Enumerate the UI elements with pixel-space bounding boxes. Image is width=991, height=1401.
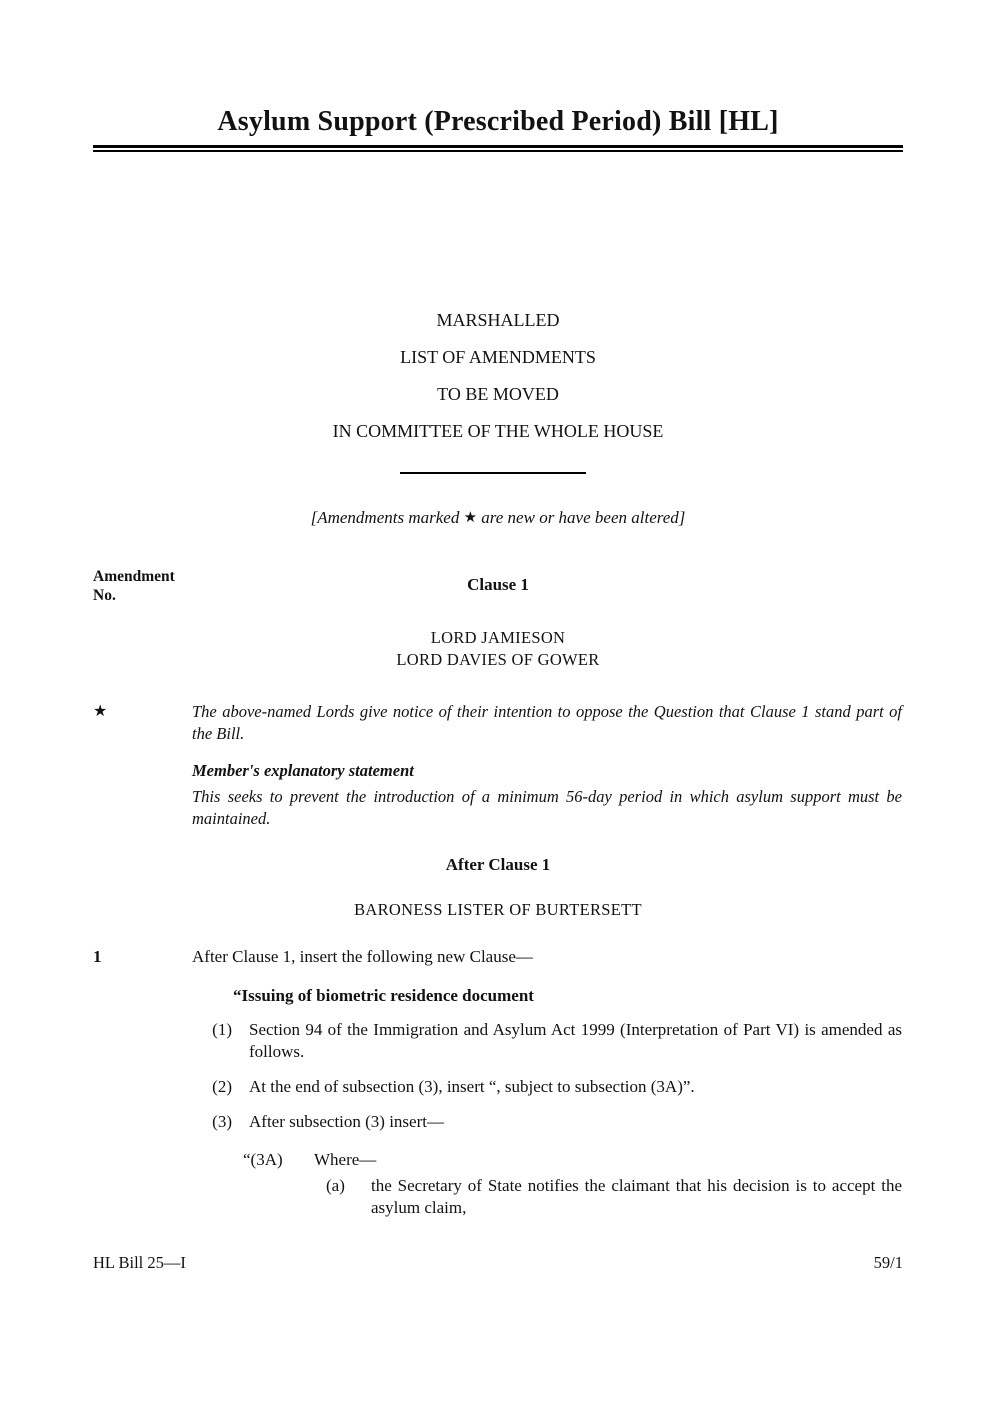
masthead: [93, 302, 903, 450]
masthead-line-1: MARSHALLED: [436, 310, 560, 330]
new-clause-title: “Issuing of biometric residence document: [233, 986, 534, 1005]
amendment-col-header-line1: Amendment: [93, 568, 175, 585]
subsection-text: At the end of subsection (3), insert “, subject to subsection (3A)”.: [249, 1077, 695, 1096]
clause1-sponsors: [93, 627, 903, 670]
page-content: [93, 0, 903, 1401]
masthead-line-4: IN COMMITTEE OF THE WHOLE HOUSE: [332, 421, 664, 441]
clause1-heading: Clause 1: [467, 575, 529, 594]
subsection-3: [192, 1111, 902, 1133]
masthead-line-2: LIST OF AMENDMENTS: [400, 347, 596, 367]
inserted-subsection-marker: “(3A): [243, 1150, 283, 1169]
subsection-1: [192, 1019, 902, 1063]
subsections: [192, 1019, 902, 1133]
inserted-subsection-intro: Where—: [314, 1150, 377, 1169]
sponsor-name: BARONESS LISTER OF BURTERSETT: [354, 900, 642, 919]
explanatory-statement: [93, 760, 903, 830]
subsection-marker: (3): [212, 1112, 232, 1131]
subsection-text: Section 94 of the Immigration and Asylum Act 1999 (Interpretation of Part VI) is amended as follows.: [249, 1020, 902, 1061]
sponsor-name: LORD JAMIESON: [430, 628, 566, 647]
subsection-marker: (2): [212, 1077, 232, 1096]
new-amendment-star-icon: ★: [463, 510, 478, 526]
section-divider-rule: [400, 472, 586, 474]
amendment-col-header-line2: No.: [93, 587, 116, 604]
marking-notice: [93, 508, 903, 528]
subsection-2: [192, 1076, 902, 1098]
new-amendment-star-icon: ★: [93, 703, 108, 720]
page-footer: [93, 1253, 903, 1273]
footer-page-number: 59/1: [873, 1253, 903, 1272]
marking-notice-prefix: [Amendments marked: [310, 508, 464, 527]
sponsor-name: LORD DAVIES OF GOWER: [396, 649, 600, 669]
title-block: [93, 103, 903, 152]
paragraph-a: [326, 1175, 902, 1219]
amendment-1: [93, 946, 903, 1219]
subsection-marker: (1): [212, 1020, 232, 1039]
amendment-number: 1: [93, 947, 102, 966]
amendment-1-body: [192, 946, 902, 1219]
amendment-col-header: [93, 567, 175, 605]
clause1-header-row: [93, 567, 903, 604]
explanatory-heading: Member's explanatory statement: [192, 761, 414, 780]
stand-part-notice-text: The above-named Lords give notice of their intention to oppose the Question that Clause 1 stand part of the Bill.: [192, 702, 902, 743]
explanatory-text: This seeks to prevent the introduction of a minimum 56-day period in which asylum support must be maintained.: [192, 787, 902, 828]
after-clause1-heading: After Clause 1: [445, 855, 551, 874]
stand-part-notice-row: [93, 701, 903, 745]
paragraph-text: the Secretary of State notifies the claimant that his decision is to accept the asylum claim,: [371, 1176, 902, 1217]
subsection-text: After subsection (3) insert—: [249, 1112, 444, 1131]
marking-notice-suffix: are new or have been altered]: [477, 508, 686, 527]
title-double-rule: [93, 145, 903, 152]
page-title: Asylum Support (Prescribed Period) Bill [HL]: [217, 106, 779, 137]
inserted-subsection-3A: [243, 1149, 902, 1171]
masthead-line-3: TO BE MOVED: [437, 384, 559, 404]
footer-bill-number: HL Bill 25—I: [93, 1253, 186, 1272]
amendment-lead-in: After Clause 1, insert the following new Clause—: [192, 947, 533, 966]
paragraph-marker: (a): [326, 1176, 345, 1195]
